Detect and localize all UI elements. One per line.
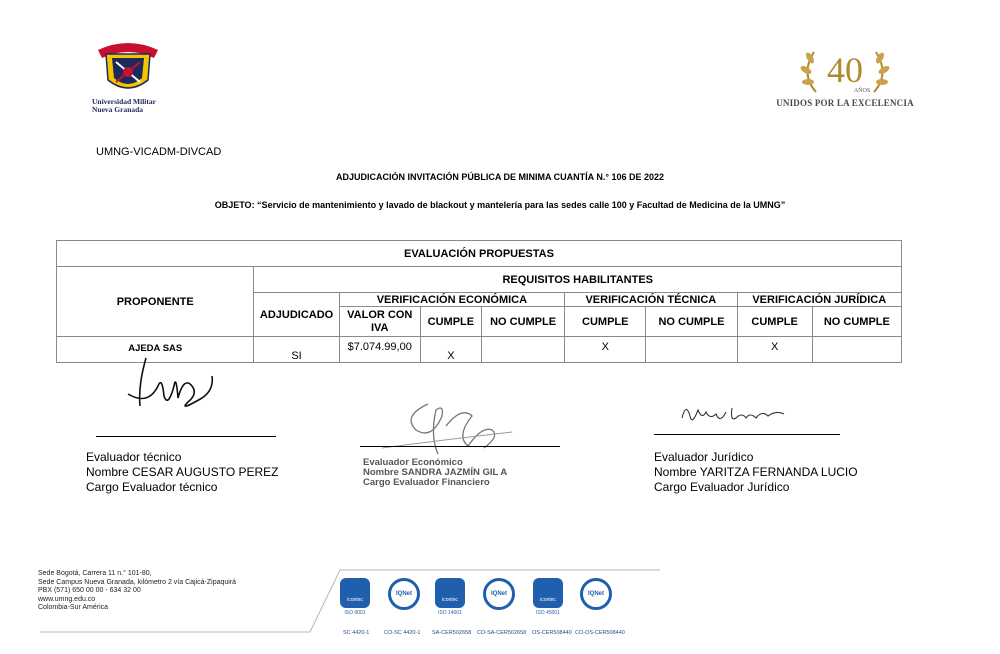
- economico-name: Nombre SANDRA JAZMÍN GIL A: [363, 467, 508, 478]
- header-jur-cumple: CUMPLE: [737, 307, 812, 337]
- signature-tecnico-image: [118, 346, 228, 416]
- header-verificacion-tecnica: VERIFICACIÓN TÉCNICA: [565, 293, 737, 307]
- cert-code: SA-CER502658: [432, 630, 472, 636]
- header-valor-con-iva: VALOR CON IVA: [339, 307, 420, 337]
- tecnico-name: Nombre CESAR AUGUSTO PEREZ: [86, 465, 279, 479]
- economico-cargo: Cargo Evaluador Financiero: [363, 477, 490, 488]
- cell-valor: $7.074.99,00: [339, 337, 420, 363]
- header-eco-no-cumple: NO CUMPLE: [481, 307, 564, 337]
- footer-phone: PBX (571) 650 00 00 - 634 32 00: [38, 587, 141, 594]
- cert-code: OS-CER508440: [532, 630, 572, 636]
- footer-region: Colombia-Sur América: [38, 604, 109, 611]
- footer-address1: Sede Bogotá, Carrera 11 n.° 101-80,: [38, 570, 152, 577]
- header-jur-no-cumple: NO CUMPLE: [812, 307, 901, 337]
- cell-tec-cumple: X: [565, 337, 646, 363]
- cert-code: CO-SC 4420-1: [384, 630, 421, 636]
- iqnet-badge-1: IQNet: [388, 578, 420, 610]
- cell-jur-no-cumple: [812, 337, 901, 363]
- header-proponente: PROPONENTE: [57, 267, 254, 337]
- evaluation-table: [56, 240, 902, 363]
- header-eco-cumple: CUMPLE: [420, 307, 481, 337]
- icontec-iso9001-badge: icontec ISO 9001: [340, 578, 370, 608]
- anniversary-motto: UNIDOS POR LA EXCELENCIA: [776, 98, 914, 108]
- signature-economico-image: [372, 396, 522, 458]
- signature-block-tecnico: [86, 450, 279, 495]
- document-objeto: OBJETO: “Servicio de mantenimiento y lavado de blackout y mantelería para las sedes calle 100 y Facultad de Medicina de la UMNG”: [214, 200, 786, 210]
- signature-juridico-image: [676, 398, 796, 432]
- table-caption: EVALUACIÓN PROPUESTAS: [57, 241, 902, 267]
- cert-code: SC 4420-1: [343, 630, 370, 636]
- signature-line-tecnico: [96, 436, 276, 437]
- cell-adjudicado: SI: [254, 337, 339, 363]
- footer-address2: Sede Campus Nueva Granada, kilómetro 2 vía Cajicá-Zipaquirá: [38, 578, 237, 586]
- signature-block-juridico: [654, 450, 858, 495]
- anniversary-number: 40: [827, 50, 863, 90]
- header-requisitos: REQUISITOS HABILITANTES: [254, 267, 902, 293]
- signature-line-juridico: [654, 434, 840, 435]
- cell-eco-no-cumple: [481, 337, 564, 363]
- economico-role: Evaluador Económico: [363, 457, 463, 468]
- cert-code: CO-SA-CER502658: [477, 630, 527, 636]
- header-adjudicado: ADJUDICADO: [254, 293, 339, 337]
- tecnico-role: Evaluador técnico: [86, 450, 182, 464]
- cell-eco-cumple: X: [420, 337, 481, 363]
- iqnet-badge-2: IQNet: [483, 578, 515, 610]
- header-verificacion-economica: VERIFICACIÓN ECONÓMICA: [339, 293, 565, 307]
- header-verificacion-juridica: VERIFICACIÓN JURÍDICA: [737, 293, 901, 307]
- header-tec-cumple: CUMPLE: [565, 307, 646, 337]
- signature-line-economico: [360, 446, 560, 447]
- iqnet-badge-3: IQNet: [580, 578, 612, 610]
- university-name-line2: Nueva Granada: [92, 105, 144, 114]
- header-tec-no-cumple: NO CUMPLE: [646, 307, 737, 337]
- university-logo: [92, 36, 164, 122]
- anniversary-logo: [770, 44, 920, 114]
- cell-proponente: AJEDA SAS: [57, 337, 254, 363]
- document-title: ADJUDICACIÓN INVITACIÓN PÚBLICA DE MINIMA CUANTÍA N.° 106 DE 2022: [336, 172, 664, 182]
- laurel-icon: [770, 44, 920, 98]
- cell-jur-cumple: X: [737, 337, 812, 363]
- juridico-role: Evaluador Jurídico: [654, 450, 754, 464]
- cert-code: CO-OS-CER508440: [575, 630, 625, 636]
- university-name-line1: Universidad Militar: [92, 97, 156, 106]
- document-reference: UMNG-VICADM-DIVCAD: [96, 146, 222, 158]
- anniversary-word: AÑOS: [853, 88, 871, 94]
- signature-block-economico: [363, 458, 507, 488]
- icontec-iso14001-badge: icontec ISO 14001: [435, 578, 465, 608]
- cell-tec-no-cumple: [646, 337, 737, 363]
- icontec-iso45001-badge: icontec ISO 45001: [533, 578, 563, 608]
- juridico-name: Nombre YARITZA FERNANDA LUCIO: [654, 465, 858, 479]
- juridico-cargo: Cargo Evaluador Jurídico: [654, 480, 790, 494]
- tecnico-cargo: Cargo Evaluador técnico: [86, 480, 218, 494]
- footer-web: www.umng.edu.co: [38, 595, 96, 603]
- university-crest-icon: [92, 36, 164, 98]
